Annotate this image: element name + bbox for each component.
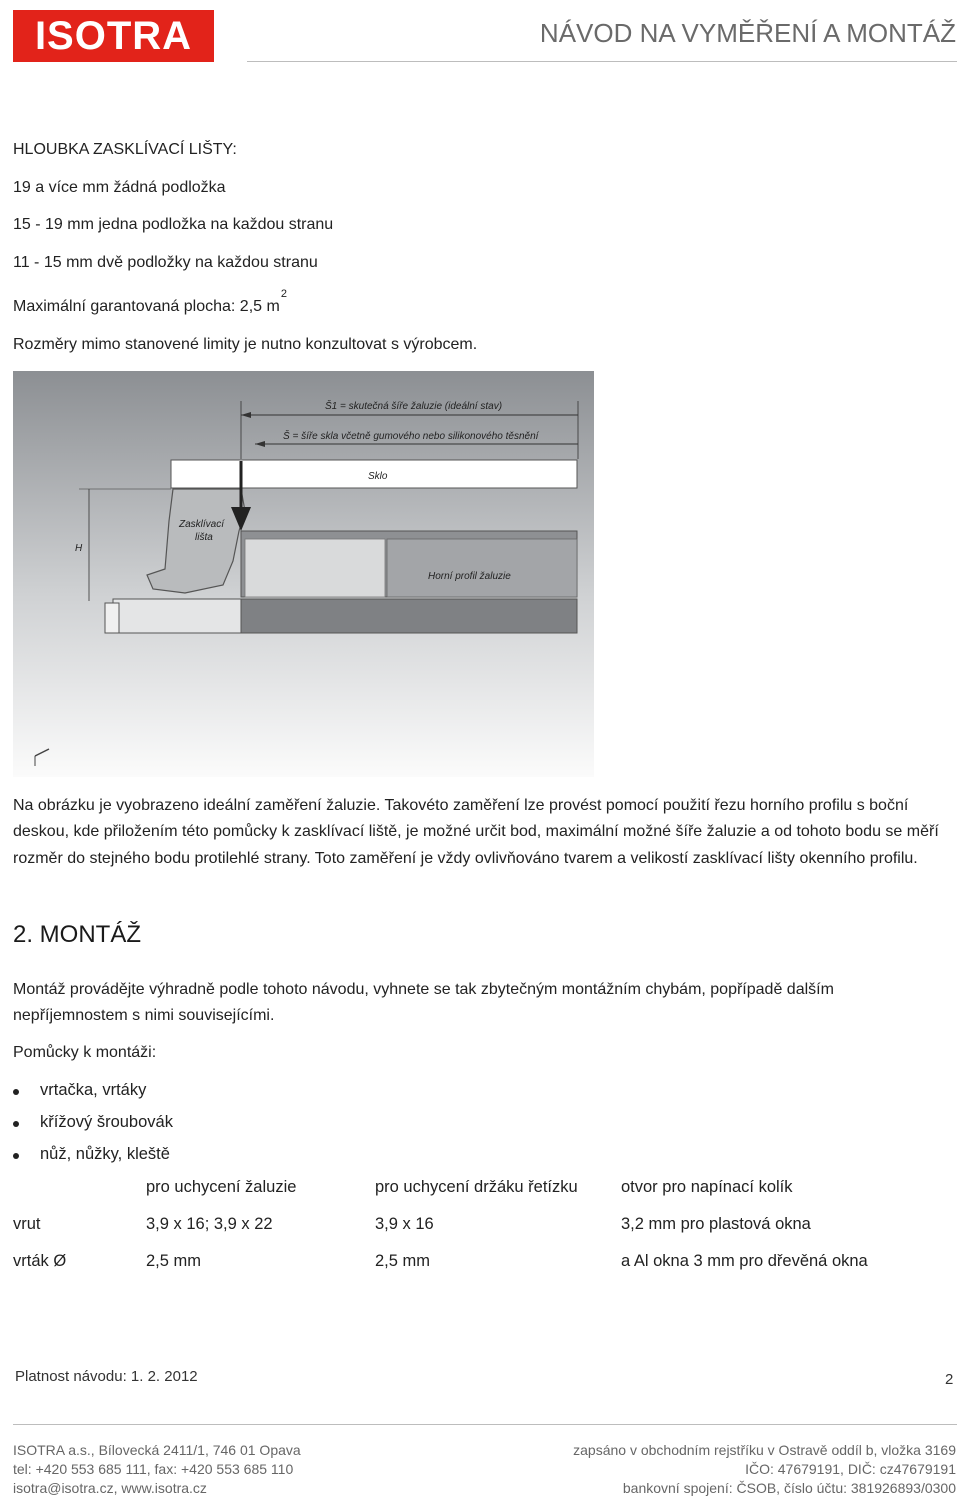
max-area-superscript: 2 bbox=[280, 288, 287, 300]
table-cell: 2,5 mm bbox=[375, 1252, 431, 1270]
tool-item: křížový šroubovák bbox=[40, 1113, 173, 1131]
company-contact: isotra@isotra.cz, www.isotra.cz bbox=[13, 1480, 207, 1496]
max-area-line bbox=[13, 288, 287, 316]
table-cell: 2,5 mm bbox=[146, 1252, 202, 1270]
glazing-bead-diagram bbox=[13, 371, 594, 777]
company-phone: tel: +420 553 685 111, fax: +420 553 685 110 bbox=[13, 1461, 294, 1477]
bullet-icon bbox=[13, 1153, 19, 1159]
table-cell: 3,9 x 16; 3,9 x 22 bbox=[146, 1215, 273, 1233]
footer-divider bbox=[13, 1424, 957, 1425]
table-cell: 3,2 mm pro plastová okna bbox=[621, 1215, 811, 1233]
section-heading: 2. MONTÁŽ bbox=[13, 921, 142, 948]
tax-ids: IČO: 47679191, DIČ: cz47679191 bbox=[745, 1461, 956, 1477]
registry-info: zapsáno v obchodním rejstříku v Ostravě oddíl b, vložka 3169 bbox=[573, 1442, 956, 1458]
bead-label-1: Zasklívací bbox=[179, 519, 225, 530]
h-label: H bbox=[75, 543, 83, 554]
depth-line: 11 - 15 mm dvě podložky na každou stranu bbox=[13, 254, 318, 271]
depth-line: 15 - 19 mm jedna podložka na každou stranu bbox=[13, 216, 334, 233]
table-cell: vrut bbox=[13, 1215, 41, 1233]
bullet-icon bbox=[13, 1121, 19, 1127]
company-address: ISOTRA a.s., Bílovecká 2411/1, 746 01 Opava bbox=[13, 1442, 301, 1458]
depth-heading: HLOUBKA ZASKLÍVACÍ LIŠTY: bbox=[13, 141, 237, 158]
table-header-cell: otvor pro napínací kolík bbox=[621, 1178, 793, 1196]
validity-date: Platnost návodu: 1. 2. 2012 bbox=[15, 1368, 198, 1385]
logo-text: ISOTRA bbox=[34, 14, 193, 58]
tools-heading: Pomůcky k montáži: bbox=[13, 1044, 157, 1061]
tool-item: vrtačka, vrtáky bbox=[40, 1081, 147, 1099]
limits-note: Rozměry mimo stanovené limity je nutno konzultovat s výrobcem. bbox=[13, 336, 478, 353]
page-title: NÁVOD NA VYMĚŘENÍ A MONTÁŽ bbox=[539, 18, 956, 48]
table-cell: a Al okna 3 mm pro dřevěná okna bbox=[621, 1252, 868, 1270]
bullet-icon bbox=[13, 1089, 19, 1095]
table-cell: 3,9 x 16 bbox=[375, 1215, 434, 1233]
bank-info: bankovní spojení: ČSOB, číslo účtu: 381926893/0300 bbox=[622, 1480, 956, 1496]
profile-label: Horní profil žaluzie bbox=[428, 571, 511, 582]
table-header-cell: pro uchycení držáku řetízku bbox=[375, 1178, 578, 1196]
table-cell: vrták Ø bbox=[13, 1252, 67, 1270]
max-area-text: Maximální garantovaná plocha: 2,5 m bbox=[13, 298, 280, 315]
description-paragraph: Na obrázku je vyobrazeno ideální zaměření žaluzie. Takovéto zaměření lze provést pomocí použití řezu horního profilu s boční deskou, kde přiložením této pomůcky k zasklívací liště, je možné určit bod, maximální možné šíře žaluzie a od tohoto bodu se měří rozměr do stejného bodu protilehlé strany. Toto zaměření je vždy ovlivňováno tvarem a velikostí zasklívací lišty okenního profilu. bbox=[13, 797, 939, 867]
header-divider bbox=[247, 61, 957, 62]
s1-label: Š1 = skutečná šíře žaluzie (ideální stav) bbox=[325, 401, 503, 412]
montaz-intro: Montáž provádějte výhradně podle tohoto návodu, vyhnete se tak zbytečným montážním chybám, popřípadě dalším nepříjemnostem s nimi souvisejícími. bbox=[13, 981, 834, 1025]
depth-line: 19 a více mm žádná podložka bbox=[13, 179, 226, 196]
bead-label-2: lišta bbox=[195, 532, 213, 543]
table-header-cell: pro uchycení žaluzie bbox=[146, 1178, 297, 1196]
page-number: 2 bbox=[945, 1371, 954, 1388]
isotra-logo bbox=[13, 10, 214, 62]
tool-item: nůž, nůžky, kleště bbox=[40, 1145, 170, 1163]
glass-label: Sklo bbox=[368, 471, 388, 482]
s-label: Š = šíře skla včetně gumového nebo silikonového těsnění bbox=[283, 431, 539, 442]
